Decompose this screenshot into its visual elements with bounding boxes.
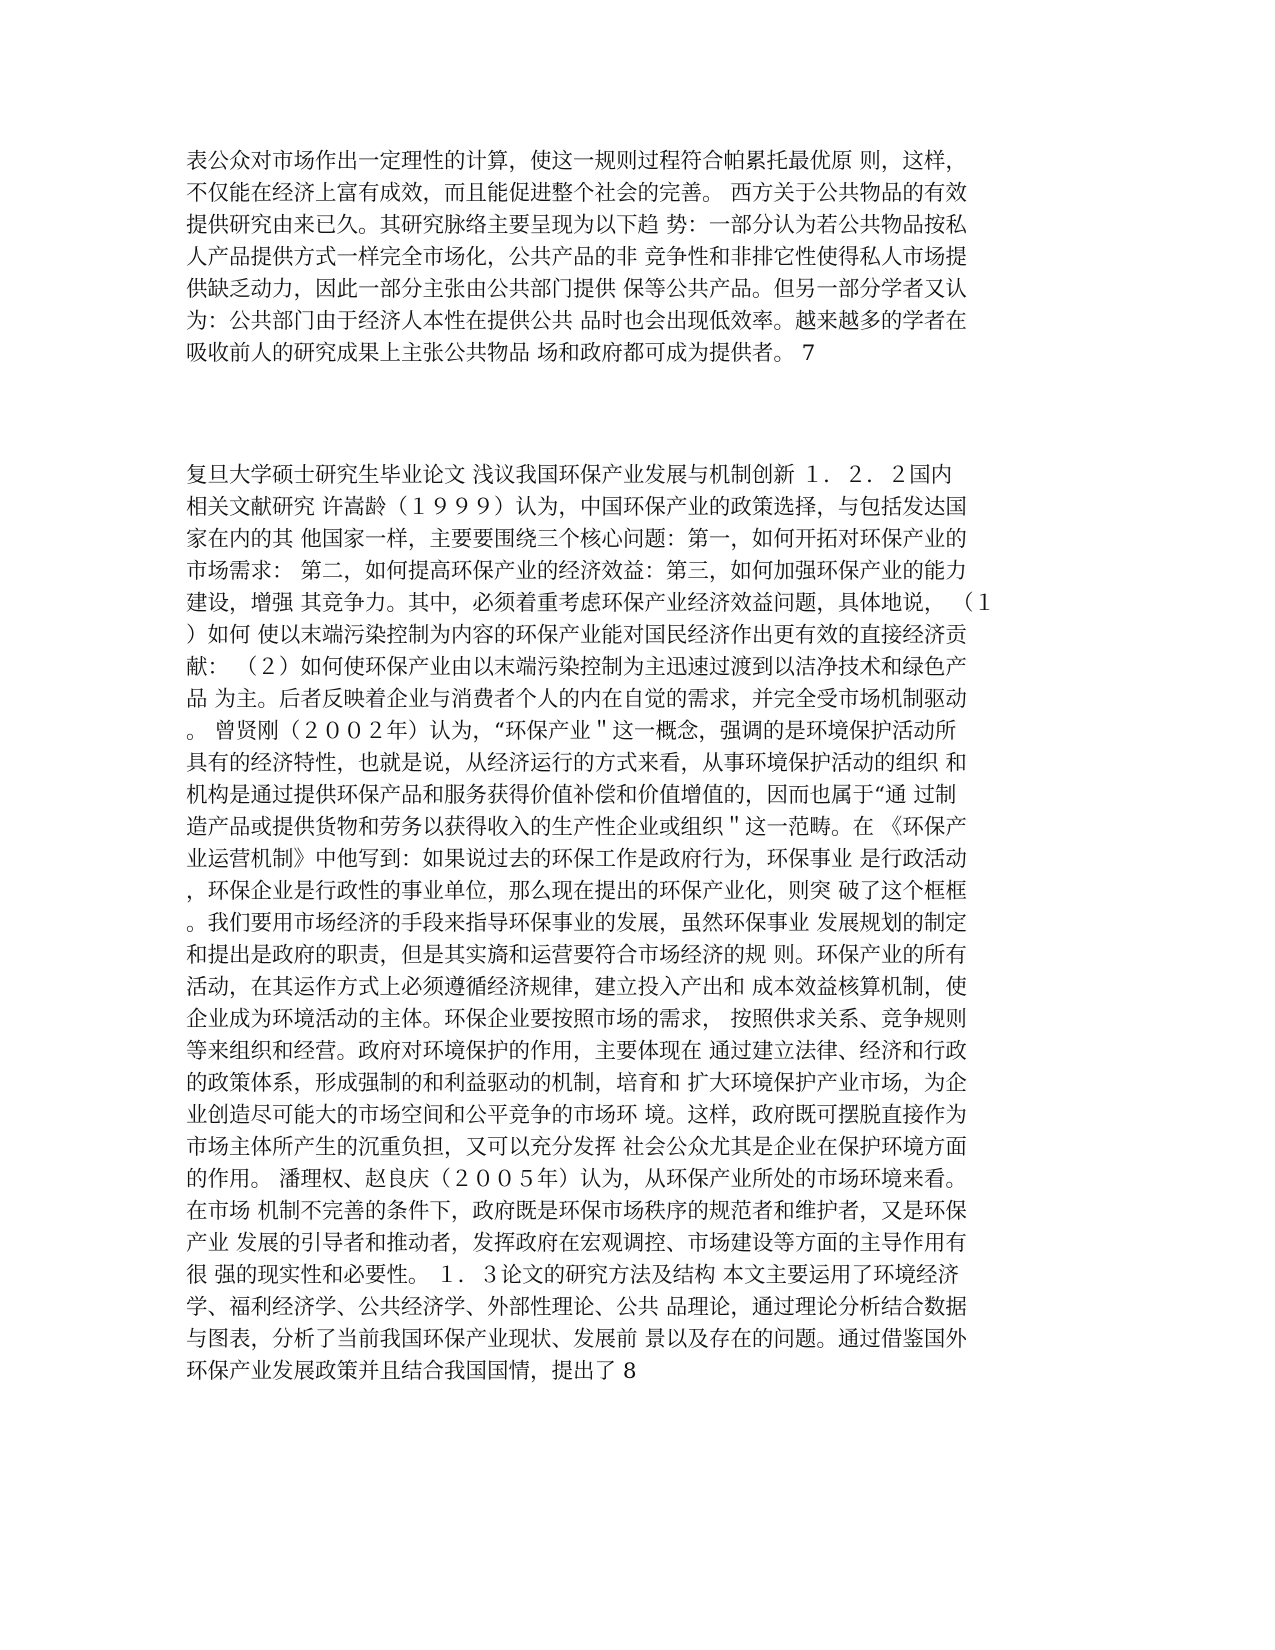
text-block-2: 复旦大学硕士研究生毕业论文 浅议我国环保产业发展与机制创新 １．２．２国内 相关文献研究 许嵩龄（１９９９）认为，中国环保产业的政策选择，与包括发达国 家在内的其 他国家一样，主要要围绕三个核心问题：第一，如何开拓对环保产业的 市场需求： 第二，如何提高环保产业的经济效益：第三，如何加强环保产业的能力 建设，增强 其竞争力。其中，必须着重考虑环保产业经济效益问题，具体地说， （１ ）如何 使以末端污染控制为内容的环保产业能对国民经济作出更有效的直接经济贡 献： （２）如何使环保产业由以末端污染控制为主迅速过渡到以洁净技术和绿色产 品 为主。后者反映着企业与消费者个人的内在自觉的需求，并完全受市场机制驱动 。 曾贤刚（２００２年）认为，“环保产业＂这一概念，强调的是环境保护活动所 具有的经济特性，也就是说，从经济运行的方式来看，从事环境保护活动的组织 和 机构是通过提供环保产品和服务获得价值补偿和价值增值的，因而也属于“通 过制 造产品或提供货物和劳务以获得收入的生产性企业或组织＂这一范畴。在 《环保产 业运营机制》中他写到：如果说过去的环保工作是政府行为，环保事业 是行政活动 ，环保企业是行政性的事业单位，那么现在提出的环保产业化，则突 破了这个框框 。我们要用市场经济的手段来指导环保事业的发展，虽然环保事业 发展规划的制定 和提出是政府的职责，但是其实旖和运营要符合市场经济的规 则。环保产业的所有 活动，在其运作方式上必须遵循经济规律，建立投入产出和 成本效益核算机制，使 企业成为环境活动的主体。环保企业要按照市场的需求， 按照供求关系、竞争规则 等来组织和经营。政府对环境保护的作用，主要体现在 通过建立法律、经济和行政 的政策体系，形成强制的和利益驱动的机制，培育和 扩大环境保护产业市场，为企 业创造尽可能大的市场空间和公平竞争的市场环 境。这样，政府既可摆脱直接作为 市场主体所产生的沉重负担，又可以充分发挥 社会公众尤其是企业在保护环境方面 的作用。 潘理权、赵良庆（２００５年）认为，从环保产业所处的市场环境来看。 在市场 机制不完善的条件下，政府既是环保市场秩序的规范者和维护者，又是环保 产业 发展的引导者和推动者，发挥政府在宏观调控、市场建设等方面的主导作用有 很 强的现实性和必要性。 １．３论文的研究方法及结构 本文主要运用了环境经济 学、福利经济学、公共经济学、外部性理论、公共 品理论，通过理论分析结合数据 与图表，分析了当前我国环保产业现状、发展前 景以及存在的问题。通过借鉴国外 环保产业发展政策并且结合我国国情，提出了 8 [186,463,996,1384]
text-block-1: 表公众对市场作出一定理性的计算，使这一规则过程符合帕累托最优原 则，这样， 不仅能在经济上富有成效，而且能促进整个社会的完善。 西方关于公共物品的有效 提供研究由来已久。其研究脉络主要呈现为以下趋 势：一部分认为若公共物品按私 人产品提供方式一样完全市场化，公共产品的非 竞争性和非排它性使得私人市场提 供缺乏动力，因此一部分主张由公共部门提供 保等公共产品。但另一部分学者又认 为：公共部门由于经济人本性在提供公共 品时也会出现低效率。越来越多的学者在 吸收前人的研究成果上主张公共物品 场和政府都可成为提供者。 7 [186,149,967,366]
